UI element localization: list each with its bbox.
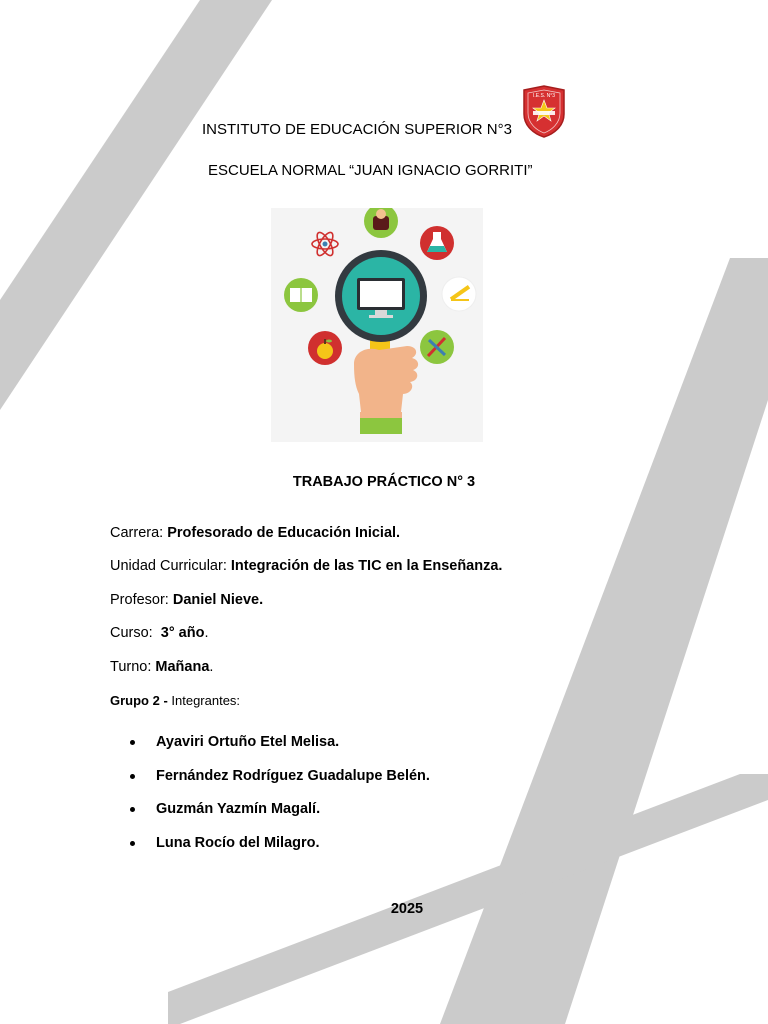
- flask-icon: [420, 226, 454, 260]
- unidad-label: Unidad Curricular:: [110, 558, 231, 574]
- crest-text: I.E.S. N°3: [532, 93, 556, 99]
- member-name: Ayaviri Ortuño Etel Melisa.: [156, 734, 340, 750]
- group-label: Grupo 2 -: [110, 693, 172, 708]
- list-item: [110, 724, 430, 758]
- turno-suffix: .: [209, 659, 214, 675]
- carrera-value: Profesorado de Educación Inicial.: [167, 525, 401, 541]
- institute-crest-logo: [520, 84, 568, 138]
- member-name: Guzmán Yazmín Magalí.: [156, 801, 321, 817]
- book-icon: [284, 278, 318, 312]
- curso-value: 3° año: [160, 625, 205, 641]
- field-profesor: [110, 592, 263, 608]
- apple-icon: [308, 331, 342, 365]
- list-item: [110, 825, 430, 859]
- field-unidad-curricular: [110, 558, 502, 574]
- school-name: ESCUELA NORMAL “JUAN IGNACIO GORRITI”: [208, 162, 533, 179]
- turno-label: Turno:: [110, 659, 156, 675]
- bullet-icon: [130, 841, 135, 846]
- members-list: [110, 724, 430, 858]
- institute-name: INSTITUTO DE EDUCACIÓN SUPERIOR N°3: [202, 121, 512, 138]
- left-diagonal-band: [0, 0, 272, 410]
- brush-icon: [420, 330, 454, 364]
- profesor-value: Daniel Nieve.: [172, 592, 264, 608]
- member-name: Fernández Rodríguez Guadalupe Belén.: [156, 767, 430, 784]
- group-heading: [110, 693, 240, 708]
- ruler-pencil-icon: [442, 277, 476, 311]
- turno-value: Mañana: [155, 659, 210, 675]
- carrera-label: Carrera:: [110, 525, 168, 541]
- magnifier-education-illustration: [271, 208, 483, 442]
- document-title: TRABAJO PRÁCTICO N° 3: [292, 474, 476, 490]
- curso-label: Curso:: [110, 625, 161, 641]
- group-text: Integrantes:: [171, 693, 241, 708]
- bullet-icon: [130, 740, 135, 745]
- bullet-icon: [130, 774, 135, 779]
- list-item: [110, 758, 430, 792]
- member-name: Luna Rocío del Milagro.: [156, 834, 320, 851]
- unidad-value: Integración de las TIC en la Enseñanza.: [230, 558, 503, 574]
- profesor-label: Profesor:: [110, 592, 173, 608]
- field-turno: [110, 659, 213, 675]
- bullet-icon: [130, 807, 135, 812]
- field-curso: [110, 625, 208, 641]
- curso-suffix: .: [204, 625, 209, 641]
- document-year: 2025: [390, 901, 424, 917]
- list-item: [110, 791, 430, 825]
- field-carrera: [110, 525, 400, 541]
